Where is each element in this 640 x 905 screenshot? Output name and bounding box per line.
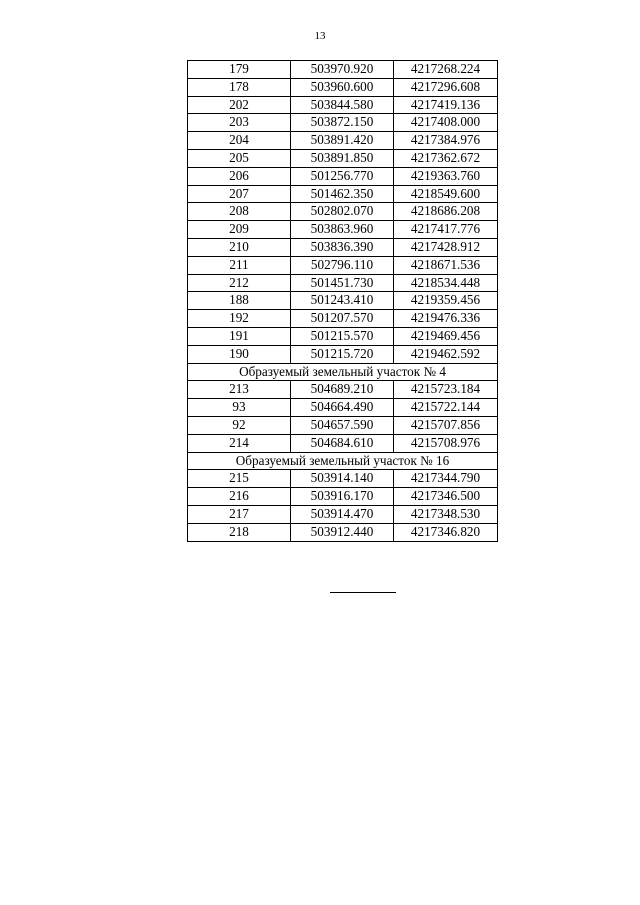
point-number-cell: 216 <box>188 488 291 506</box>
y-coordinate-cell: 4219359.456 <box>394 292 498 310</box>
y-coordinate-cell: 4217417.776 <box>394 221 498 239</box>
x-coordinate-cell: 503914.140 <box>291 470 394 488</box>
point-number-cell: 211 <box>188 256 291 274</box>
table-row <box>188 505 498 523</box>
point-number-cell: 188 <box>188 292 291 310</box>
point-number-cell: 202 <box>188 96 291 114</box>
point-number-cell: 179 <box>188 61 291 79</box>
table-row <box>188 203 498 221</box>
section-header-row <box>188 452 498 470</box>
x-coordinate-cell: 504664.490 <box>291 399 394 417</box>
x-coordinate-cell: 503863.960 <box>291 221 394 239</box>
y-coordinate-cell: 4217296.608 <box>394 78 498 96</box>
point-number-cell: 191 <box>188 327 291 345</box>
y-coordinate-cell: 4219462.592 <box>394 345 498 363</box>
y-coordinate-cell: 4218534.448 <box>394 274 498 292</box>
y-coordinate-cell: 4215707.856 <box>394 416 498 434</box>
x-coordinate-cell: 501243.410 <box>291 292 394 310</box>
y-coordinate-cell: 4219363.760 <box>394 167 498 185</box>
x-coordinate-cell: 502802.070 <box>291 203 394 221</box>
table-row <box>188 434 498 452</box>
x-coordinate-cell: 501207.570 <box>291 310 394 328</box>
y-coordinate-cell: 4217408.000 <box>394 114 498 132</box>
point-number-cell: 214 <box>188 434 291 452</box>
section-header-row <box>188 363 498 381</box>
closing-rule <box>330 592 396 593</box>
point-number-cell: 210 <box>188 238 291 256</box>
x-coordinate-cell: 503891.850 <box>291 149 394 167</box>
y-coordinate-cell: 4219476.336 <box>394 310 498 328</box>
x-coordinate-cell: 501451.730 <box>291 274 394 292</box>
table-row <box>188 292 498 310</box>
table-row <box>188 185 498 203</box>
table-row <box>188 274 498 292</box>
page-number: 13 <box>314 30 326 42</box>
y-coordinate-cell: 4217346.820 <box>394 523 498 541</box>
x-coordinate-cell: 503960.600 <box>291 78 394 96</box>
table-row <box>188 221 498 239</box>
point-number-cell: 215 <box>188 470 291 488</box>
point-number-cell: 207 <box>188 185 291 203</box>
table-row <box>188 114 498 132</box>
point-number-cell: 205 <box>188 149 291 167</box>
section-header: Образуемый земельный участок № 16 <box>188 452 498 470</box>
table-row <box>188 61 498 79</box>
x-coordinate-cell: 503970.920 <box>291 61 394 79</box>
table-row <box>188 149 498 167</box>
x-coordinate-cell: 501256.770 <box>291 167 394 185</box>
table-row <box>188 381 498 399</box>
table-row <box>188 256 498 274</box>
x-coordinate-cell: 502796.110 <box>291 256 394 274</box>
table-row <box>188 470 498 488</box>
x-coordinate-cell: 503916.170 <box>291 488 394 506</box>
table-row <box>188 310 498 328</box>
y-coordinate-cell: 4219469.456 <box>394 327 498 345</box>
y-coordinate-cell: 4218686.208 <box>394 203 498 221</box>
y-coordinate-cell: 4217268.224 <box>394 61 498 79</box>
y-coordinate-cell: 4217348.530 <box>394 505 498 523</box>
point-number-cell: 178 <box>188 78 291 96</box>
point-number-cell: 212 <box>188 274 291 292</box>
x-coordinate-cell: 504689.210 <box>291 381 394 399</box>
table-row <box>188 238 498 256</box>
coordinates-table <box>187 60 498 542</box>
point-number-cell: 93 <box>188 399 291 417</box>
x-coordinate-cell: 501462.350 <box>291 185 394 203</box>
point-number-cell: 208 <box>188 203 291 221</box>
y-coordinate-cell: 4215723.184 <box>394 381 498 399</box>
y-coordinate-cell: 4217346.500 <box>394 488 498 506</box>
x-coordinate-cell: 503836.390 <box>291 238 394 256</box>
table-row <box>188 399 498 417</box>
point-number-cell: 204 <box>188 132 291 150</box>
table-row <box>188 78 498 96</box>
y-coordinate-cell: 4217362.672 <box>394 149 498 167</box>
point-number-cell: 206 <box>188 167 291 185</box>
x-coordinate-cell: 504684.610 <box>291 434 394 452</box>
table-row <box>188 167 498 185</box>
point-number-cell: 218 <box>188 523 291 541</box>
table-row <box>188 416 498 434</box>
section-header: Образуемый земельный участок № 4 <box>188 363 498 381</box>
coordinates-table-body <box>188 61 498 542</box>
point-number-cell: 213 <box>188 381 291 399</box>
x-coordinate-cell: 501215.570 <box>291 327 394 345</box>
x-coordinate-cell: 504657.590 <box>291 416 394 434</box>
y-coordinate-cell: 4217428.912 <box>394 238 498 256</box>
table-row <box>188 523 498 541</box>
y-coordinate-cell: 4217419.136 <box>394 96 498 114</box>
point-number-cell: 190 <box>188 345 291 363</box>
x-coordinate-cell: 501215.720 <box>291 345 394 363</box>
y-coordinate-cell: 4215722.144 <box>394 399 498 417</box>
point-number-cell: 209 <box>188 221 291 239</box>
table-row <box>188 132 498 150</box>
point-number-cell: 217 <box>188 505 291 523</box>
x-coordinate-cell: 503912.440 <box>291 523 394 541</box>
table-row <box>188 345 498 363</box>
y-coordinate-cell: 4218549.600 <box>394 185 498 203</box>
point-number-cell: 192 <box>188 310 291 328</box>
y-coordinate-cell: 4217344.790 <box>394 470 498 488</box>
table-row <box>188 96 498 114</box>
y-coordinate-cell: 4215708.976 <box>394 434 498 452</box>
point-number-cell: 203 <box>188 114 291 132</box>
table-row <box>188 488 498 506</box>
x-coordinate-cell: 503872.150 <box>291 114 394 132</box>
y-coordinate-cell: 4218671.536 <box>394 256 498 274</box>
table-row <box>188 327 498 345</box>
y-coordinate-cell: 4217384.976 <box>394 132 498 150</box>
x-coordinate-cell: 503914.470 <box>291 505 394 523</box>
x-coordinate-cell: 503891.420 <box>291 132 394 150</box>
x-coordinate-cell: 503844.580 <box>291 96 394 114</box>
point-number-cell: 92 <box>188 416 291 434</box>
